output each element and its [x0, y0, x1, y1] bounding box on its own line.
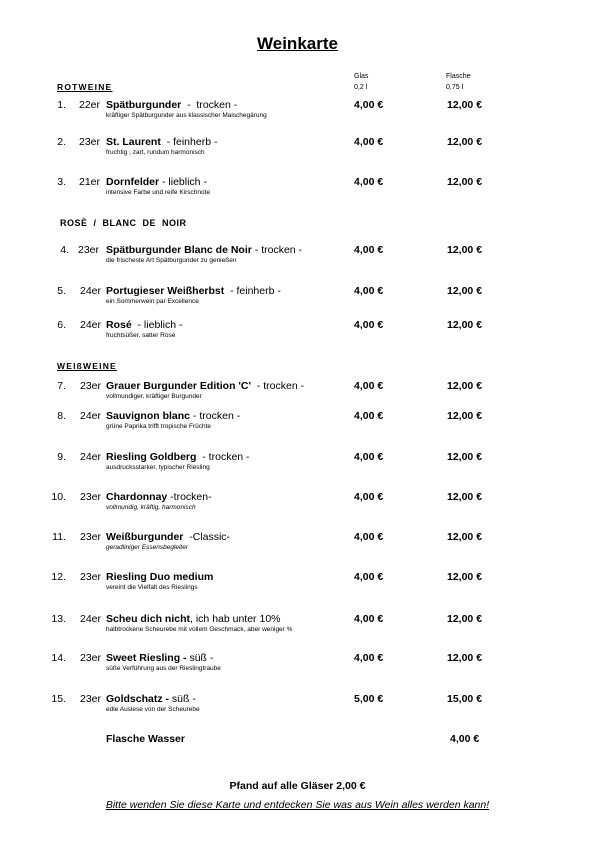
wine-description: vollmundig, kräftig, harmonisch: [106, 504, 196, 511]
wine-name-line: [106, 176, 207, 188]
wine-year: 21er: [79, 176, 101, 188]
wine-name-line: [106, 380, 304, 392]
wine-name-line: [106, 491, 212, 503]
wine-description: intensive Farbe und reife Kirschnote: [106, 189, 211, 196]
wine-name: Rosé: [106, 319, 132, 331]
wine-year: 24er: [80, 285, 102, 297]
price-flasche: 12,00 €: [447, 410, 483, 422]
wine-name: Weißburgunder: [106, 531, 184, 543]
price-glas: 5,00 €: [354, 693, 384, 705]
price-glas: 4,00 €: [354, 613, 384, 625]
price-flasche: 12,00 €: [447, 531, 483, 543]
wine-name-line: [106, 652, 213, 664]
column-header-glas-size: 0,2 l: [354, 84, 368, 91]
wine-name: Sweet Riesling -: [106, 652, 187, 664]
wine-name-line: [106, 410, 240, 422]
wine-year: 23er: [79, 136, 101, 148]
price-glas: 4,00 €: [354, 99, 384, 111]
water-name: Flasche Wasser: [106, 733, 185, 745]
wine-year: 23er: [80, 380, 102, 392]
price-glas: 4,00 €: [354, 136, 384, 148]
wine-style: süß -: [169, 693, 196, 705]
wine-style: - lieblich -: [159, 176, 207, 188]
price-flasche: 12,00 €: [447, 285, 483, 297]
wine-row: [0, 410, 595, 440]
price-flasche: 12,00 €: [447, 571, 483, 583]
wine-number: 14.: [51, 652, 66, 664]
price-flasche: 12,00 €: [447, 652, 483, 664]
wine-row: [0, 613, 595, 643]
wine-name: Chardonnay: [106, 491, 168, 503]
wine-year: 23er: [80, 491, 102, 503]
wine-number: 12.: [51, 571, 66, 583]
wine-row: [0, 451, 595, 481]
price-glas: 4,00 €: [354, 451, 384, 463]
price-glas: 4,00 €: [354, 319, 384, 331]
column-header-glas: [354, 72, 368, 92]
wine-row: [0, 244, 595, 274]
wine-description: die frischeste Art Spätburgunder zu genießen: [106, 257, 237, 264]
column-header-flasche: [446, 72, 471, 92]
wine-year: 23er: [80, 693, 102, 705]
wine-style: - feinherb -: [160, 136, 218, 148]
wine-description: ein Sommerwein par Excellence: [106, 298, 199, 305]
wine-row: [0, 380, 595, 410]
column-header-glas-label: Glas: [354, 73, 369, 80]
wine-name: Riesling Goldberg: [106, 451, 197, 463]
wine-style: - lieblich -: [131, 319, 183, 331]
wine-year: 24er: [80, 410, 102, 422]
wine-number: 1.: [57, 99, 66, 111]
wine-name: Portugieser Weißherbst: [106, 285, 225, 297]
wine-year: 24er: [80, 613, 102, 625]
wine-number: 4.: [60, 244, 69, 256]
wine-number: 7.: [57, 380, 66, 392]
wine-row: [0, 319, 595, 349]
price-flasche: 12,00 €: [447, 176, 483, 188]
column-header-flasche-label: Flasche: [446, 73, 471, 80]
price-flasche: 12,00 €: [447, 136, 483, 148]
wine-name: Spätburgunder: [106, 99, 182, 111]
wine-row: [0, 531, 595, 561]
wine-style: -trocken-: [167, 491, 212, 503]
wine-name-line: [106, 244, 302, 256]
wine-number: 13.: [51, 613, 66, 625]
wine-style: - feinherb -: [224, 285, 281, 297]
water-price: 4,00 €: [450, 733, 480, 745]
wine-name: Grauer Burgunder Edition 'C': [106, 380, 252, 392]
wine-row: [0, 693, 595, 723]
wine-style: , ich hab unter 10%: [190, 613, 281, 625]
price-glas: 4,00 €: [354, 176, 384, 188]
wine-description: grüne Paprika trifft tropische Früchte: [106, 423, 212, 430]
wine-number: 11.: [52, 531, 66, 543]
wine-description: vereint die Vielfalt des Rieslings: [106, 584, 198, 591]
wine-description: ausdrucksstarker, typischer Riesling: [106, 464, 210, 471]
price-glas: 4,00 €: [354, 531, 384, 543]
wine-style: - trocken -: [251, 380, 305, 392]
wine-name-line: [106, 451, 250, 463]
wine-description: vollmundiger, kräftiger Burgunder: [106, 393, 202, 400]
price-flasche: 15,00 €: [447, 693, 483, 705]
price-glas: 4,00 €: [354, 244, 384, 256]
wine-style: - trocken -: [251, 244, 303, 256]
wine-row: [0, 136, 595, 166]
price-flasche: 12,00 €: [447, 613, 483, 625]
wine-style: - trocken -: [181, 99, 238, 111]
wine-style: -Classic-: [183, 531, 231, 543]
price-flasche: 12,00 €: [447, 319, 483, 331]
wine-number: 5.: [57, 285, 66, 297]
wine-number: 10.: [51, 491, 66, 503]
price-flasche: 12,00 €: [447, 491, 483, 503]
wine-name-line: [106, 531, 230, 543]
price-flasche: 12,00 €: [447, 244, 483, 256]
wine-description: fruchtig , zart, rundum harmonisch: [106, 149, 205, 156]
price-glas: 4,00 €: [354, 380, 384, 392]
wine-name-line: [106, 571, 213, 583]
wine-year: 24er: [80, 319, 102, 331]
wine-row: [0, 652, 595, 682]
wine-name-line: [106, 285, 281, 297]
wine-year: 23er: [80, 531, 102, 543]
page-title: Weinkarte: [257, 34, 338, 53]
wine-row: [0, 571, 595, 601]
wine-number: 15.: [51, 693, 66, 705]
wine-description: süße Verführung aus der Rieslingtraube: [106, 665, 221, 672]
price-flasche: 12,00 €: [447, 380, 483, 392]
wine-name-line: [106, 693, 196, 705]
footer-note: Bitte wenden Sie diese Karte und entdecken Sie was aus Wein alles werden kann!: [105, 799, 490, 811]
wine-year: 23er: [78, 244, 100, 256]
wine-year: 23er: [80, 652, 102, 664]
wine-number: 9.: [57, 451, 66, 463]
price-glas: 4,00 €: [354, 491, 384, 503]
wine-number: 2.: [57, 136, 66, 148]
wine-name: Scheu dich nicht: [106, 613, 191, 625]
wine-name-line: [106, 136, 217, 148]
wine-name-line: [106, 99, 237, 111]
wine-year: 22er: [79, 99, 101, 111]
wine-year: 23er: [80, 571, 102, 583]
wine-description: edle Auslese von der Scheurebe: [106, 706, 200, 713]
wine-name: Riesling Duo medium: [106, 571, 214, 583]
wine-name: Goldschatz -: [106, 693, 170, 705]
section-heading-weissweine: WEIßWEINE: [57, 361, 117, 371]
price-glas: 4,00 €: [354, 571, 384, 583]
wine-style: - trocken -: [196, 451, 250, 463]
wine-description: halbtrockene Scheurebe mit vollem Geschmack, aber weniger %: [106, 626, 293, 633]
wine-row: [0, 99, 595, 129]
wine-style: süß -: [186, 652, 214, 664]
price-glas: 4,00 €: [354, 652, 384, 664]
deposit-note: Pfand auf alle Gläser 2,00 €: [229, 780, 366, 792]
wine-name: Dornfelder: [106, 176, 160, 188]
price-glas: 4,00 €: [354, 285, 384, 297]
wine-name-line: [106, 613, 281, 625]
price-flasche: 12,00 €: [447, 99, 483, 111]
wine-description: geradliniger Essensbegleiter: [106, 544, 189, 551]
section-heading-rotweine: ROTWEINE: [57, 82, 113, 92]
wine-row: [0, 285, 595, 315]
wine-number: 8.: [57, 410, 66, 422]
wine-number: 6.: [57, 319, 66, 331]
wine-name-line: [106, 319, 182, 331]
price-glas: 4,00 €: [354, 410, 384, 422]
wine-description: fruchtsüßer, satter Rosé: [106, 332, 176, 339]
wine-number: 3.: [57, 176, 66, 188]
section-heading-rose: ROSÈ / BLANC DE NOIR: [60, 218, 187, 228]
wine-name: Spätburgunder Blanc de Noir: [106, 244, 252, 256]
wine-description: kräftiger Spätburgunder aus klassischer Maischegärung: [106, 112, 267, 119]
column-header-flasche-size: 0,75 l: [446, 84, 464, 91]
wine-row: [0, 491, 595, 521]
price-flasche: 12,00 €: [447, 451, 483, 463]
wine-name: Sauvignon blanc: [106, 410, 191, 422]
wine-year: 24er: [80, 451, 102, 463]
wine-row: [0, 176, 595, 206]
wine-style: - trocken -: [190, 410, 241, 422]
wine-name: St. Laurent: [106, 136, 161, 148]
